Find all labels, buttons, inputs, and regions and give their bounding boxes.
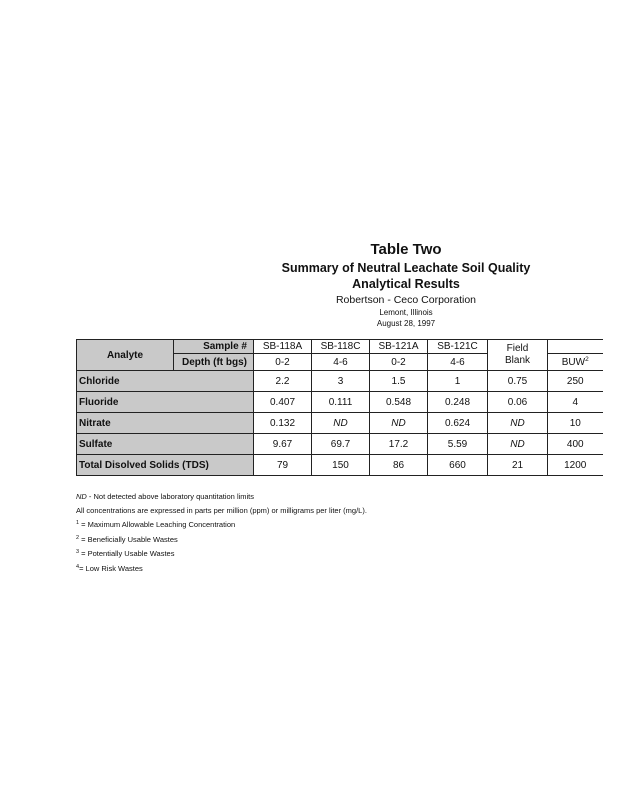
buw-cell: 250 bbox=[548, 371, 603, 392]
value-cell: 2.2 bbox=[254, 371, 312, 392]
field-blank-cell: ND bbox=[488, 413, 548, 434]
value-cell: 0.111 bbox=[312, 392, 370, 413]
buw-label: BUW bbox=[561, 357, 586, 368]
buw-header-blank bbox=[548, 340, 603, 354]
note-units: All concentrations are expressed in parts per million (ppm) or milligrams per liter (mg/L). bbox=[76, 505, 367, 515]
value-cell: 150 bbox=[312, 455, 370, 476]
buw-cell: 4 bbox=[548, 392, 603, 413]
field-blank-cell: 0.06 bbox=[488, 392, 548, 413]
value-cell: 86 bbox=[370, 455, 428, 476]
field-blank-cell: 21 bbox=[488, 455, 548, 476]
value-cell: 660 bbox=[428, 455, 488, 476]
location: Lemont, Illinois bbox=[379, 308, 433, 317]
table-row bbox=[77, 455, 603, 476]
value-cell: 0.407 bbox=[254, 392, 312, 413]
analyte-name: Fluoride bbox=[77, 392, 254, 413]
company-name: Robertson - Ceco Corporation bbox=[335, 294, 477, 306]
value-cell: 9.67 bbox=[254, 434, 312, 455]
sample-depth: 4-6 bbox=[312, 354, 370, 371]
footnote-text: = Maximum Allowable Leaching Concentration bbox=[79, 520, 236, 529]
table-notes bbox=[76, 490, 576, 575]
field-blank-line2: Blank bbox=[504, 355, 530, 366]
value-cell: 3 bbox=[312, 371, 370, 392]
table-row bbox=[77, 413, 603, 434]
footnote-mark: 4 bbox=[76, 563, 80, 570]
footnote-3 bbox=[76, 546, 576, 561]
table-row bbox=[77, 434, 603, 455]
footnote-text: = Potentially Usable Wastes bbox=[79, 549, 175, 558]
field-blank-header bbox=[488, 340, 548, 371]
analyte-name: Total Disolved Solids (TDS) bbox=[77, 455, 254, 476]
field-blank-line1: Field bbox=[506, 343, 529, 354]
sample-depth: 0-2 bbox=[370, 354, 428, 371]
sample-id: SB-118A bbox=[254, 340, 312, 354]
note-nd bbox=[76, 490, 576, 504]
analyte-header: Analyte bbox=[77, 340, 174, 371]
depth-header: Depth (ft bgs) bbox=[174, 354, 254, 371]
sample-id: SB-121C bbox=[428, 340, 488, 354]
value-cell: 79 bbox=[254, 455, 312, 476]
footnote-2 bbox=[76, 532, 576, 547]
analyte-name: Nitrate bbox=[77, 413, 254, 434]
value-cell: 0.624 bbox=[428, 413, 488, 434]
footnote-text: = Low Risk Wastes bbox=[79, 563, 143, 573]
value-cell: 69.7 bbox=[312, 434, 370, 455]
sample-id: SB-121A bbox=[370, 340, 428, 354]
analyte-name: Sulfate bbox=[77, 434, 254, 455]
nd-definition: - Not detected above laboratory quantitation limits bbox=[86, 492, 255, 501]
buw-header bbox=[548, 354, 603, 371]
footnote-text: = Beneficially Usable Wastes bbox=[79, 534, 178, 544]
table-subtitle-line1: Summary of Neutral Leachate Soil Quality bbox=[281, 261, 531, 275]
buw-cell: 400 bbox=[548, 434, 603, 455]
value-cell: 5.59 bbox=[428, 434, 488, 455]
report-date: August 28, 1997 bbox=[376, 319, 436, 328]
value-cell: 0.132 bbox=[254, 413, 312, 434]
footnote-mark: 2 bbox=[76, 534, 80, 541]
buw-cell: 10 bbox=[548, 413, 603, 434]
value-cell: 1.5 bbox=[370, 371, 428, 392]
buw-cell: 1200 bbox=[548, 455, 603, 476]
buw-footnote-mark: 2 bbox=[585, 356, 589, 363]
footnote-4 bbox=[76, 561, 576, 576]
footnote-mark: 3 bbox=[76, 549, 80, 555]
field-blank-cell: ND bbox=[488, 434, 548, 455]
value-cell: 0.248 bbox=[428, 392, 488, 413]
header-row-sample bbox=[77, 340, 603, 354]
field-blank-cell: 0.75 bbox=[488, 371, 548, 392]
value-cell: ND bbox=[370, 413, 428, 434]
results-table bbox=[76, 339, 603, 476]
value-cell: 17.2 bbox=[370, 434, 428, 455]
footnote-mark: 1 bbox=[76, 520, 80, 526]
value-cell: 1 bbox=[428, 371, 488, 392]
nd-abbreviation: ND bbox=[76, 492, 87, 501]
analyte-name: Chloride bbox=[77, 371, 254, 392]
value-cell: 0.548 bbox=[370, 392, 428, 413]
footnote-1 bbox=[76, 517, 576, 532]
table-row bbox=[77, 392, 603, 413]
table-subtitle-line2: Analytical Results bbox=[352, 277, 460, 291]
title-block bbox=[230, 240, 582, 329]
sample-depth: 4-6 bbox=[428, 354, 488, 371]
sample-depth: 0-2 bbox=[254, 354, 312, 371]
value-cell: ND bbox=[312, 413, 370, 434]
sample-id: SB-118C bbox=[312, 340, 370, 354]
sample-header: Sample # bbox=[174, 340, 254, 354]
table-row bbox=[77, 371, 603, 392]
table-title: Table Two bbox=[370, 241, 442, 258]
